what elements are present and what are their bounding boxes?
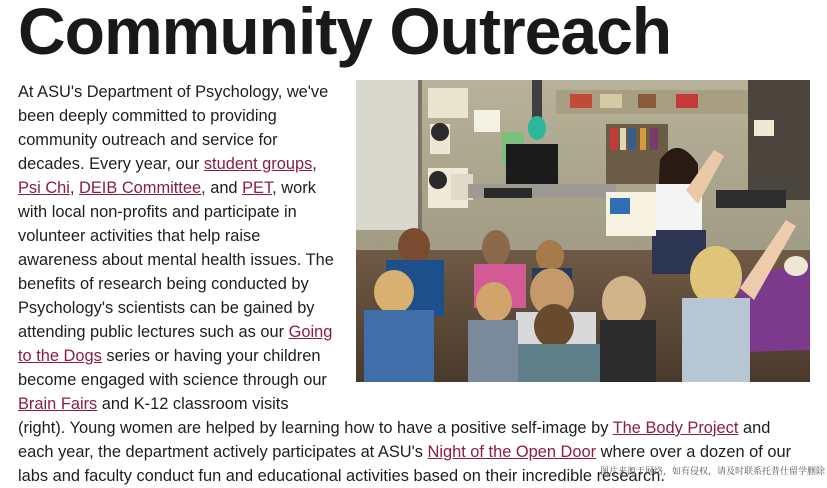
watermark: 图片来源于网络，如有侵权，请及时联系托普仕留学删除 [599, 467, 825, 477]
student-groups-link[interactable]: student groups [203, 155, 313, 173]
separator-text: , [69, 179, 80, 197]
closing-text: where over a dozen of our labs and faculty conduct fun and educational activities based on their incredible research. [18, 443, 792, 485]
classroom-photo [356, 80, 810, 382]
psi-chi-link[interactable]: Psi Chi [18, 179, 70, 197]
body-text: and K-12 classroom visits (right). Young women are helped by learning how to have a positive self-image by [18, 395, 613, 437]
page-title: Community Outreach [18, 0, 672, 68]
night-open-door-link[interactable]: Night of the Open Door [427, 443, 597, 461]
body-text: and each year, the department actively participates at ASU's [18, 419, 771, 461]
separator-text: , and [201, 179, 243, 197]
body-text: , work with local non-profits and participate in volunteer activities that help raise awareness about mental health issues. The benefits of research being conducted by Psychology's scientists can be gained by attending public lectures such as our [18, 179, 334, 341]
intro-text: At ASU's Department of Psychology, we've been deeply committed to providing community outreach and service for decades. Every year, our [18, 83, 329, 173]
body-project-link[interactable]: The Body Project [612, 419, 739, 437]
going-to-the-dogs-link[interactable]: Going to the Dogs [18, 323, 333, 365]
deib-committee-link[interactable]: DEIB Committee [79, 179, 202, 197]
article-body [18, 80, 810, 488]
brain-fairs-link[interactable]: Brain Fairs [18, 395, 98, 413]
pet-link[interactable]: PET [242, 179, 273, 197]
separator-text: , [312, 155, 317, 173]
body-text: series or having your children become engaged with science through our [18, 347, 327, 389]
